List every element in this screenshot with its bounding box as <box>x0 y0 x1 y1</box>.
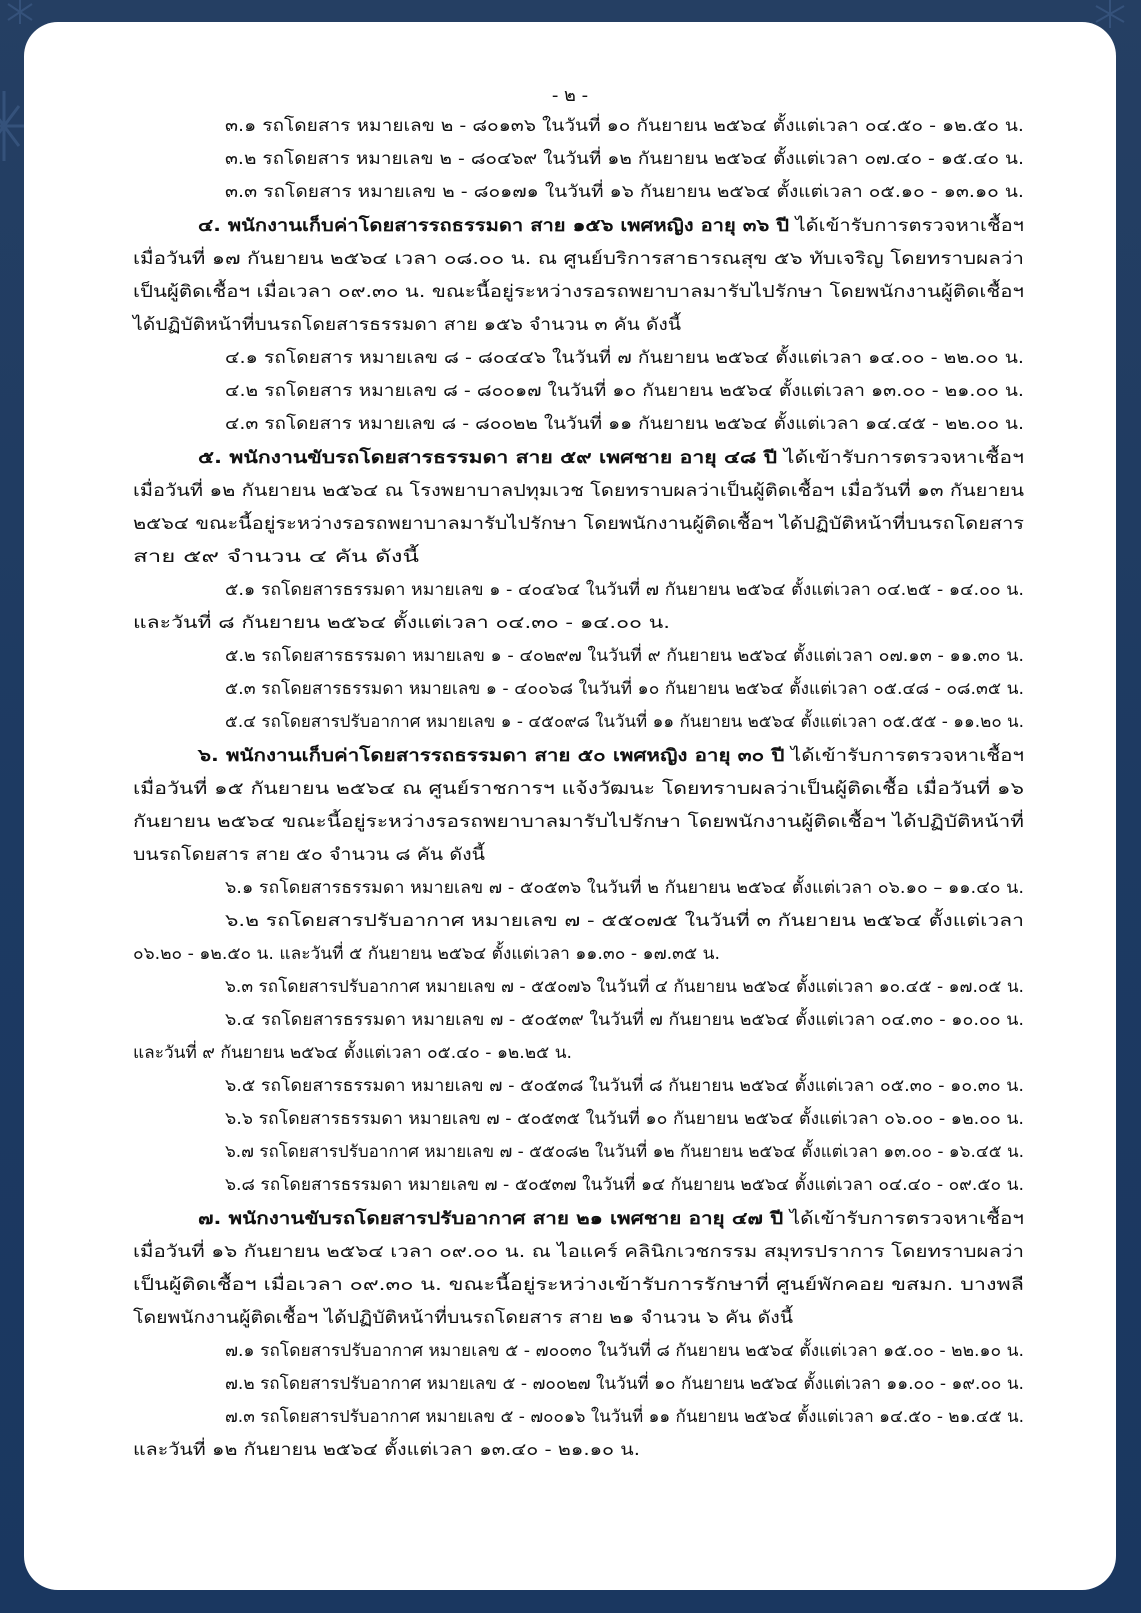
snowflake-decoration-top-left <box>0 0 60 24</box>
text-line <box>225 876 1024 900</box>
text-line <box>225 346 1024 370</box>
body-text: ๖.๔ รถโดยสารธรรมดา หมายเลข ๗ - ๕๐๕๓๙ ในวันที่ ๗ กันยายน ๒๕๖๔ ตั้งแต่เวลา ๐๔.๓๐ - ๑๐.๐๐ น. <box>225 1010 1024 1030</box>
text-line <box>225 114 1024 138</box>
body-text: ได้เข้ารับการตรวจหาเชื้อฯ <box>783 1209 1024 1229</box>
page-number: - ๒ - <box>551 85 589 106</box>
body-text: ๖.๒ รถโดยสารปรับอากาศ หมายเลข ๗ - ๕๕๐๗๕ ในวันที่ ๓ กันยายน ๒๕๖๔ ตั้งแต่เวลา <box>225 911 1024 931</box>
body-text: สาย ๕๙ จำนวน ๔ คัน ดังนี้ <box>133 547 419 567</box>
body-text: เมื่อวันที่ ๑๗ กันยายน ๒๕๖๔ เวลา ๐๘.๐๐ น. ณ ศูนย์บริการสาธารณสุข ๕๖ ทับเจริญ โดยทราบผลว่า <box>133 249 1024 269</box>
text-line <box>225 1140 1024 1164</box>
text-line <box>198 214 1024 238</box>
body-text: ได้เข้ารับการตรวจหาเชื้อฯ <box>789 216 1024 236</box>
body-text: ๓.๓ รถโดยสาร หมายเลข ๒ - ๘๐๑๗๑ ในวันที่ ๑๖ กันยายน ๒๕๖๔ ตั้งแต่เวลา ๐๕.๑๐ - ๑๓.๑๐ น. <box>225 182 1024 202</box>
body-text: และวันที่ ๘ กันยายน ๒๕๖๔ ตั้งแต่เวลา ๐๔.๓๐ - ๑๔.๐๐ น. <box>133 613 670 633</box>
text-line <box>225 1074 1024 1098</box>
body-text: และวันที่ ๙ กันยายน ๒๕๖๔ ตั้งแต่เวลา ๐๕.๔๐ - ๑๒.๒๕ น. <box>133 1043 572 1063</box>
body-text: ๔.๓ รถโดยสาร หมายเลข ๘ - ๘๐๐๒๒ ในวันที่ ๑๑ กันยายน ๒๕๖๔ ตั้งแต่เวลา ๑๔.๔๕ - ๒๒.๐๐ น. <box>225 414 1024 434</box>
body-text: ๒๕๖๔ ขณะนี้อยู่ระหว่างรอรถพยาบาลมารับไปรักษา โดยพนักงานผู้ติดเชื้อฯ ได้ปฏิบัติหน้าที่บนรถโดยสาร <box>133 514 1024 534</box>
text-line <box>133 942 720 966</box>
text-line <box>133 247 1024 271</box>
heading-text: ๖. พนักงานเก็บค่าโดยสารรถธรรมดา สาย ๕๐ เพศหญิง อายุ ๓๐ ปี <box>198 746 785 766</box>
body-text: ๕.๒ รถโดยสารธรรมดา หมายเลข ๑ - ๔๐๒๙๗ ในวันที่ ๙ กันยายน ๒๕๖๔ ตั้งแต่เวลา ๐๗.๑๓ - ๑๑.๓๐ น. <box>225 646 1024 666</box>
text-line <box>225 1173 1024 1197</box>
text-line <box>133 280 1024 304</box>
body-text: ได้เข้ารับการตรวจหาเชื้อฯ <box>777 448 1024 468</box>
body-text: ๖.๕ รถโดยสารธรรมดา หมายเลข ๗ - ๕๐๕๓๘ ในวันที่ ๘ กันยายน ๒๕๖๔ ตั้งแต่เวลา ๐๕.๓๐ - ๑๐.๓๐ น. <box>225 1076 1024 1096</box>
text-line <box>225 975 1024 999</box>
text-line <box>198 744 1024 768</box>
body-text: กันยายน ๒๕๖๔ ขณะนี้อยู่ระหว่างรอรถพยาบาลมารับไปรักษา โดยพนักงานผู้ติดเชื้อฯ ได้ปฏิบัติหน้าที่ <box>133 812 1024 832</box>
text-line <box>225 1372 1024 1396</box>
heading-text: ๕. พนักงานขับรถโดยสารธรรมดา สาย ๕๙ เพศชาย อายุ ๔๘ ปี <box>198 448 778 468</box>
body-text: ๔.๑ รถโดยสาร หมายเลข ๘ - ๘๐๔๔๖ ในวันที่ ๗ กันยายน ๒๕๖๔ ตั้งแต่เวลา ๑๔.๐๐ - ๒๒.๐๐ น. <box>225 348 1024 368</box>
text-line <box>225 379 1024 403</box>
body-text: และวันที่ ๑๒ กันยายน ๒๕๖๔ ตั้งแต่เวลา ๑๓.๔๐ - ๒๑.๑๐ น. <box>133 1440 640 1460</box>
body-text: ๕.๔ รถโดยสารปรับอากาศ หมายเลข ๑ - ๔๕๐๙๘ ในวันที่ ๑๑ กันยายน ๒๕๖๔ ตั้งแต่เวลา ๐๕.๕๕ - ๑๑.๒๐ น. <box>225 712 1024 732</box>
text-line <box>225 1339 1024 1363</box>
text-line <box>133 777 1024 801</box>
body-text: ๐๖.๒๐ - ๑๒.๕๐ น. และวันที่ ๕ กันยายน ๒๕๖๔ ตั้งแต่เวลา ๑๑.๓๐ - ๑๗.๓๕ น. <box>133 944 721 964</box>
body-text: ได้เข้ารับการตรวจหาเชื้อฯ <box>784 746 1024 766</box>
heading-text: ๗. พนักงานขับรถโดยสารปรับอากาศ สาย ๒๑ เพศชาย อายุ ๔๗ ปี <box>198 1209 784 1229</box>
text-line <box>225 147 1024 171</box>
text-line <box>133 479 1024 503</box>
body-text: ๗.๓ รถโดยสารปรับอากาศ หมายเลข ๕ - ๗๐๐๑๖ ในวันที่ ๑๑ กันยายน ๒๕๖๔ ตั้งแต่เวลา ๑๔.๕๐ - ๒๑.๔๕ น. <box>225 1407 1024 1427</box>
body-text: ๖.๖ รถโดยสารธรรมดา หมายเลข ๗ - ๕๐๕๓๕ ในวันที่ ๑๐ กันยายน ๒๕๖๔ ตั้งแต่เวลา ๐๖.๐๐ - ๑๒.๐๐ น. <box>225 1109 1024 1129</box>
text-line <box>133 1438 640 1462</box>
document-page <box>24 22 1116 1590</box>
text-line <box>225 180 1024 204</box>
text-line <box>225 644 1024 668</box>
body-text: ๕.๑ รถโดยสารธรรมดา หมายเลข ๑ - ๔๐๔๖๔ ในวันที่ ๗ กันยายน ๒๕๖๔ ตั้งแต่เวลา ๐๔.๒๕ - ๑๔.๐๐ น. <box>225 580 1024 600</box>
text-line <box>225 1405 1024 1429</box>
text-line <box>133 611 670 635</box>
text-line <box>225 677 1024 701</box>
body-text: ๗.๑ รถโดยสารปรับอากาศ หมายเลข ๕ - ๗๐๐๓๐ ในวันที่ ๘ กันยายน ๒๕๖๔ ตั้งแต่เวลา ๑๕.๐๐ - ๒๒.๑๐ น. <box>225 1341 1024 1361</box>
text-line <box>133 1273 1024 1297</box>
body-text: เมื่อวันที่ ๑๖ กันยายน ๒๕๖๔ เวลา ๐๙.๐๐ น. ณ ไอแคร์ คลินิกเวชกรรม สมุทรปราการ โดยทราบผลว่า <box>133 1242 1024 1262</box>
text-line <box>225 1008 1024 1032</box>
text-line <box>133 1306 793 1330</box>
text-line <box>225 412 1024 436</box>
body-text: ๓.๒ รถโดยสาร หมายเลข ๒ - ๘๐๔๖๙ ในวันที่ ๑๒ กันยายน ๒๕๖๔ ตั้งแต่เวลา ๐๗.๔๐ - ๑๕.๔๐ น. <box>225 149 1024 169</box>
body-text: ๖.๓ รถโดยสารปรับอากาศ หมายเลข ๗ - ๕๕๐๗๖ ในวันที่ ๔ กันยายน ๒๕๖๔ ตั้งแต่เวลา ๑๐.๔๕ - ๑๗.๐๕ น. <box>225 977 1024 997</box>
body-text: ได้ปฏิบัติหน้าที่บนรถโดยสารธรรมดา สาย ๑๕๖ จำนวน ๓ คัน ดังนี้ <box>133 315 681 335</box>
text-line <box>133 545 419 569</box>
text-line <box>133 810 1024 834</box>
body-text: เมื่อวันที่ ๑๒ กันยายน ๒๕๖๔ ณ โรงพยาบาลปทุมเวช โดยทราบผลว่าเป็นผู้ติดเชื้อฯ เมื่อวันที่ ๑๓ กันยายน <box>133 481 1024 501</box>
heading-text: ๔. พนักงานเก็บค่าโดยสารรถธรรมดา สาย ๑๕๖ เพศหญิง อายุ ๓๖ ปี <box>198 216 790 236</box>
body-text: เมื่อวันที่ ๑๕ กันยายน ๒๕๖๔ ณ ศูนย์ราชการฯ แจ้งวัฒนะ โดยทราบผลว่าเป็นผู้ติดเชื้อ เมื่อวันที่ ๑๖ <box>133 779 1024 799</box>
text-line <box>225 710 1024 734</box>
body-text: ๓.๑ รถโดยสาร หมายเลข ๒ - ๘๐๑๓๖ ในวันที่ ๑๐ กันยายน ๒๕๖๔ ตั้งแต่เวลา ๐๔.๕๐ - ๑๒.๕๐ น. <box>225 116 1024 136</box>
text-line <box>133 1240 1024 1264</box>
text-line <box>133 512 1024 536</box>
text-line <box>225 1107 1024 1131</box>
text-line <box>133 843 485 867</box>
body-text: ๔.๒ รถโดยสาร หมายเลข ๘ - ๘๐๐๑๗ ในวันที่ ๑๐ กันยายน ๒๕๖๔ ตั้งแต่เวลา ๑๓.๐๐ - ๒๑.๐๐ น. <box>225 381 1024 401</box>
text-line <box>133 313 681 337</box>
text-line <box>225 578 1024 602</box>
body-text: เป็นผู้ติดเชื้อฯ เมื่อเวลา ๐๙.๓๐ น. ขณะนี้อยู่ระหว่างรอรถพยาบาลมารับไปรักษา โดยพนักงานผู้ติดเชื้อฯ <box>133 282 1024 302</box>
text-line <box>133 1041 572 1065</box>
text-line <box>225 909 1024 933</box>
body-text: ๖.๘ รถโดยสารธรรมดา หมายเลข ๗ - ๕๐๕๓๗ ในวันที่ ๑๔ กันยายน ๒๕๖๔ ตั้งแต่เวลา ๐๔.๔๐ - ๐๙.๕๐ น. <box>225 1175 1024 1195</box>
body-text: โดยพนักงานผู้ติดเชื้อฯ ได้ปฏิบัติหน้าที่บนรถโดยสาร สาย ๒๑ จำนวน ๖ คัน ดังนี้ <box>133 1308 793 1328</box>
text-line <box>198 1207 1024 1231</box>
body-text: ๖.๑ รถโดยสารธรรมดา หมายเลข ๗ - ๕๐๕๓๖ ในวันที่ ๒ กันยายน ๒๕๖๔ ตั้งแต่เวลา ๐๖.๑๐ – ๑๑.๔๐ น. <box>225 878 1024 898</box>
body-text: เป็นผู้ติดเชื้อฯ เมื่อเวลา ๐๙.๓๐ น. ขณะนี้อยู่ระหว่างเข้ารับการรักษาที่ ศูนย์พักคอย ขสมก. บางพลี <box>133 1275 1024 1295</box>
body-text: บนรถโดยสาร สาย ๕๐ จำนวน ๘ คัน ดังนี้ <box>133 845 485 865</box>
body-text: ๗.๒ รถโดยสารปรับอากาศ หมายเลข ๕ - ๗๐๐๒๗ ในวันที่ ๑๐ กันยายน ๒๕๖๔ ตั้งแต่เวลา ๑๑.๐๐ - ๑๙.๐๐ น. <box>225 1374 1024 1394</box>
body-text: ๖.๗ รถโดยสารปรับอากาศ หมายเลข ๗ - ๕๕๐๘๒ ในวันที่ ๑๒ กันยายน ๒๕๖๔ ตั้งแต่เวลา ๑๓.๐๐ - ๑๖.๔๕ น. <box>225 1142 1024 1162</box>
text-line <box>198 446 1024 470</box>
body-text: ๕.๓ รถโดยสารธรรมดา หมายเลข ๑ - ๔๐๐๖๘ ในวันที่ ๑๐ กันยายน ๒๕๖๔ ตั้งแต่เวลา ๐๕.๔๘ - ๐๘.๓๕ น. <box>225 679 1024 699</box>
